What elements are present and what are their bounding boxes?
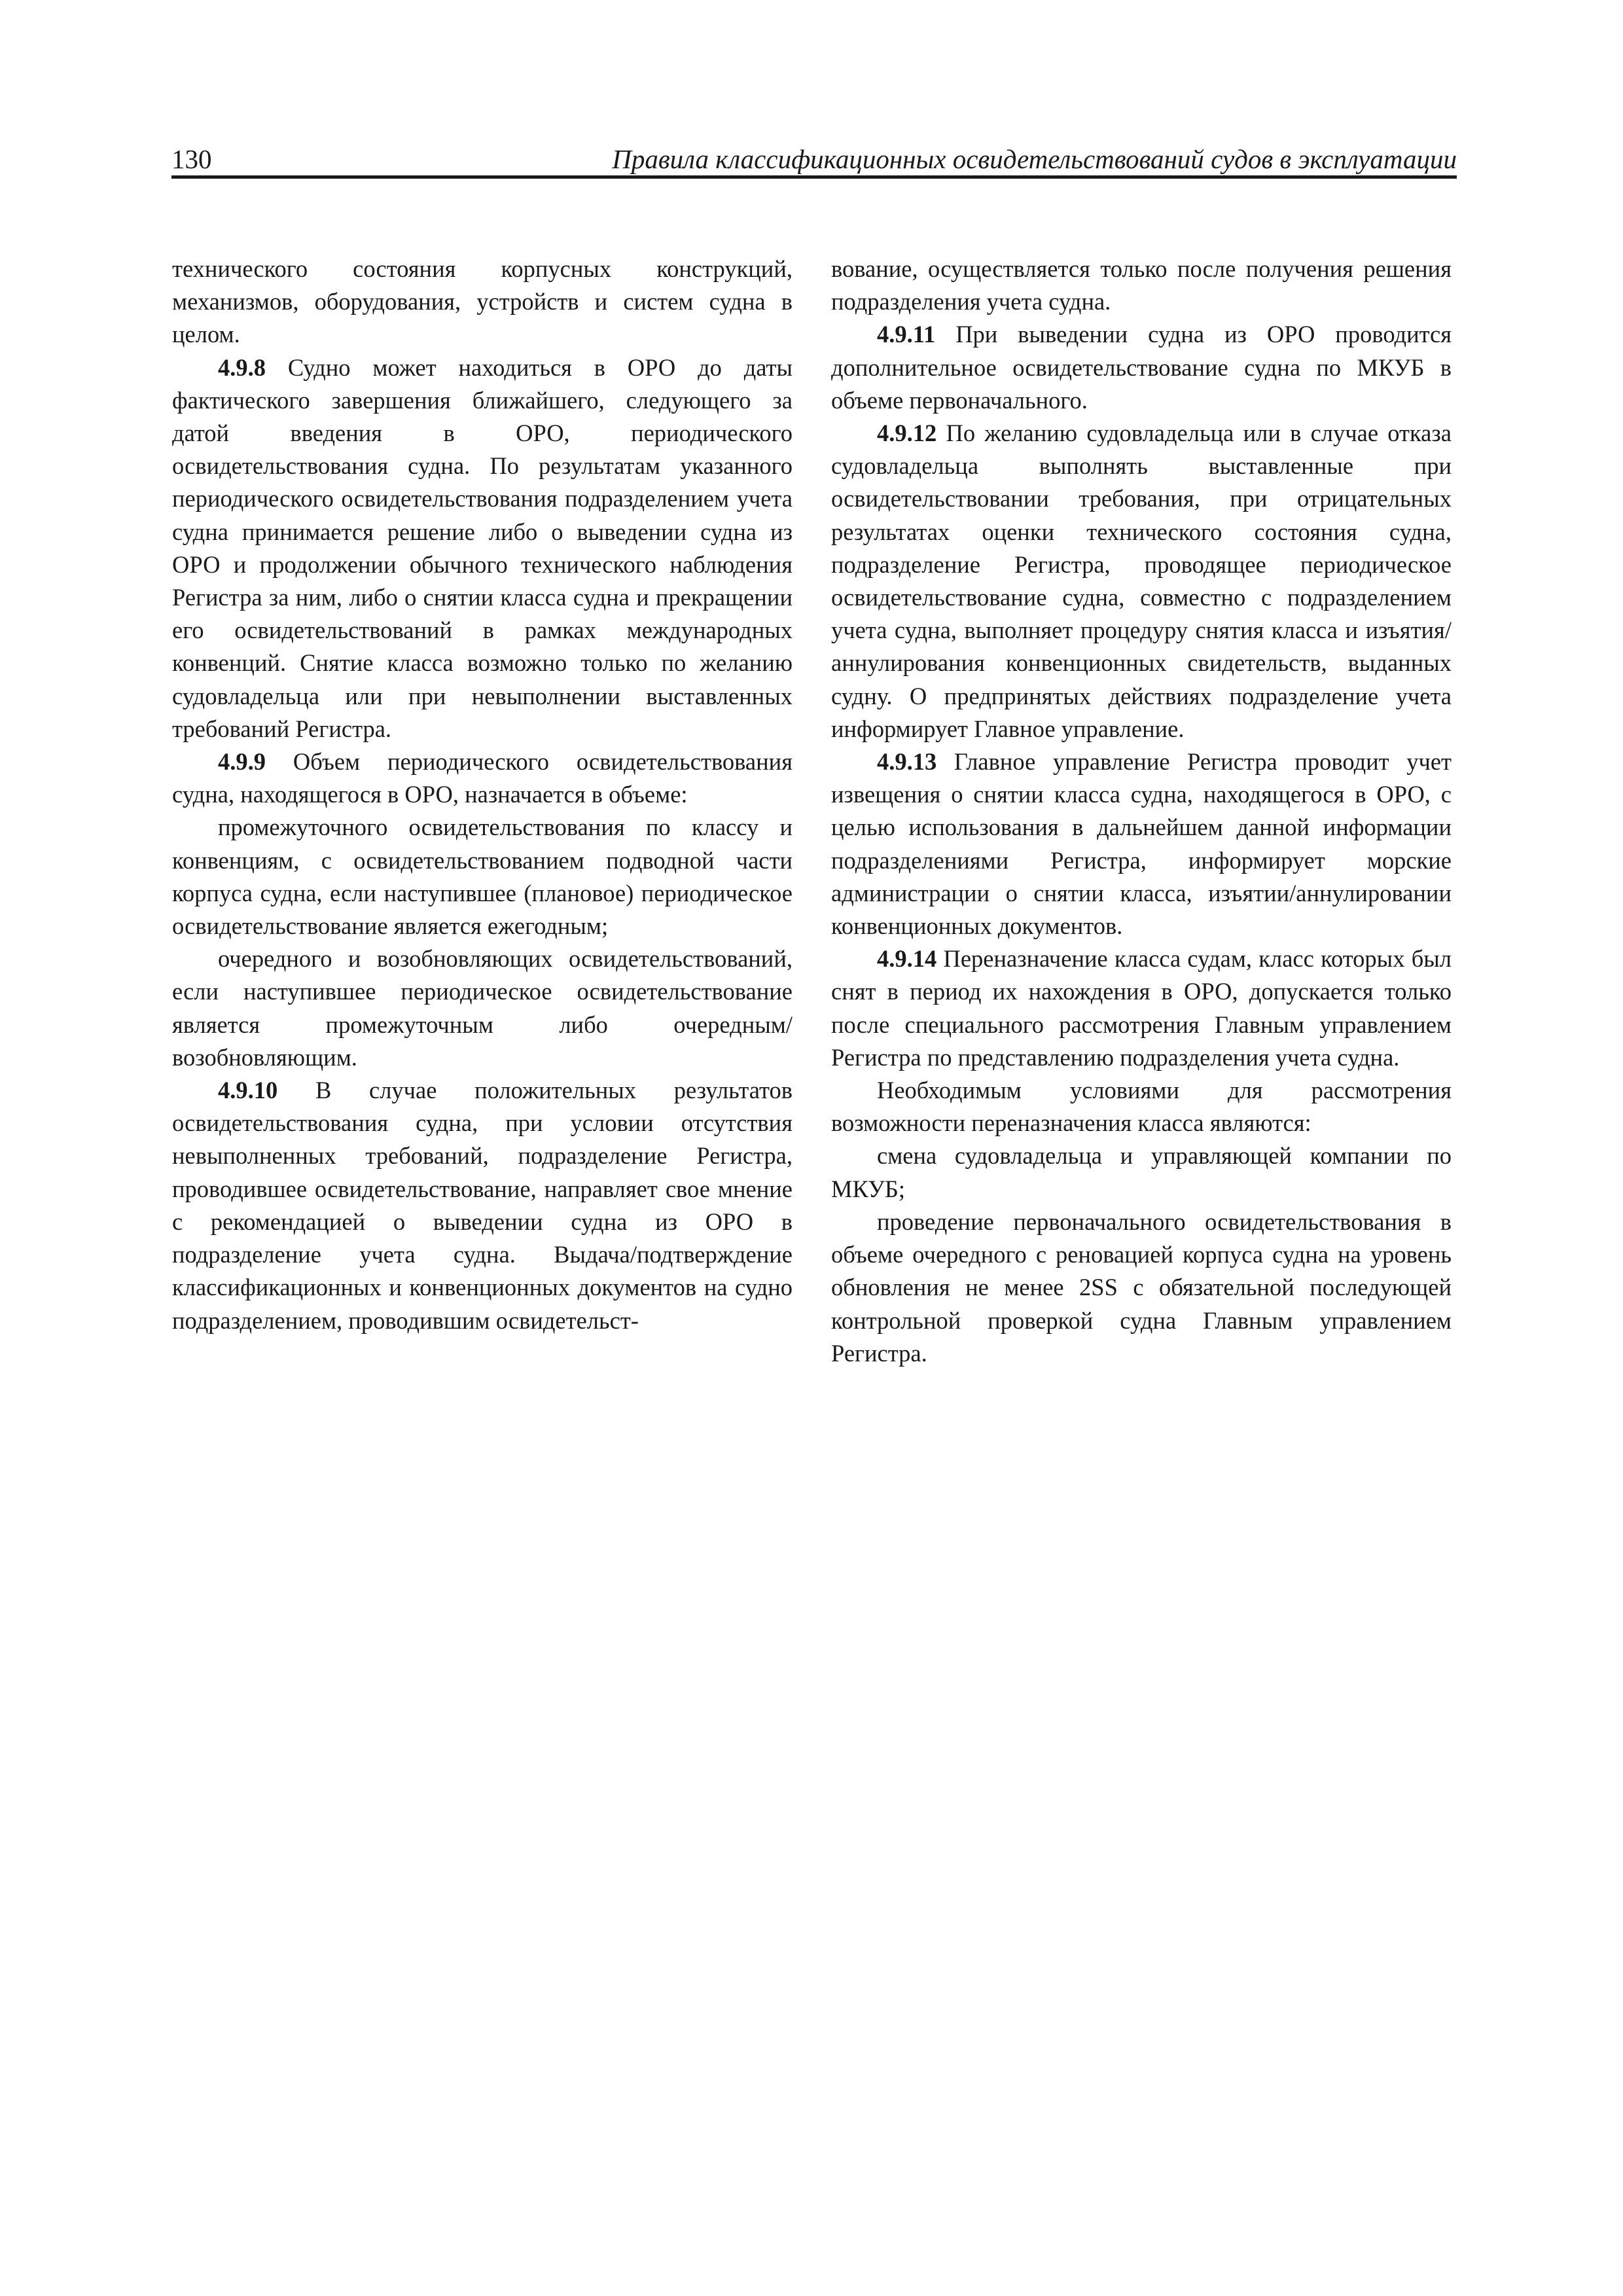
list-item [172,811,793,942]
paragraph-number: 4.9.9 [218,748,266,776]
paragraph-text: Объем периодического освидетельствования судна, находящегося в ОРО, назначается в объеме: [172,748,793,808]
page-number: 130 [171,144,212,174]
paragraph-4-9-14 [831,942,1452,1074]
list-item [831,1139,1452,1205]
paragraph-continuation [831,253,1452,318]
paragraph-conditions [831,1074,1452,1139]
list-item [172,942,793,1074]
header-rule [171,175,1457,179]
paragraph-number: 4.9.10 [218,1077,278,1104]
paragraph-number: 4.9.12 [877,420,937,447]
paragraph-text: промежуточного освидетельствования по классу и конвенциям, с освидетельствованием подводной части корпуса судна, если наступившее (плановое) периодическое освидетельствование является ежегодным; [172,814,793,940]
paragraph-text: очередного и возобновляющих освидетельствований, если наступившее периодическое освидетельствование является промежуточным либо очередным/возобновляющим. [172,945,793,1071]
paragraph-text: По желанию судовладельца или в случае отказа судовладельца выполнять выставленные при освидетельствовании требования, при отрицательных результатах оценки технического состояния судна, подразделение Регистра, проводящее периодическое освидетельствование судна, совместно с подразделением учета судна, выполняет процедуру снятия класса и изъятия/аннулирования конвенционных свидетельств, выданных судну. О предпринятых действиях подразделение учета информирует Главное управление. [831,420,1452,742]
paragraph-text: При выведении судна из ОРО проводится дополнительное освидетельствование судна по МКУБ в объеме первоначального. [831,321,1452,414]
paragraph-4-9-9 [172,745,793,811]
list-item [831,1206,1452,1370]
paragraph-text: В случае положительных результатов освидетельствования судна, при условии отсутствия невыполненных требований, подразделение Регистра, проводившее освидетельствование, направляет свое мнение с рекомендацией о выведении судна из ОРО в подразделение учета судна. Выдача/подтверждение классификационных и конвенционных документов на судно подразделением, проводившим освидетельст- [172,1077,793,1334]
page-header [171,137,1457,178]
paragraph-number: 4.9.8 [218,353,266,381]
paragraph-continuation [172,253,793,351]
paragraph-4-9-11 [831,318,1452,417]
paragraph-number: 4.9.14 [877,945,937,973]
paragraph-text: технического состояния корпусных конструкций, механизмов, оборудования, устройств и систем судна в целом. [172,255,793,348]
paragraph-number: 4.9.11 [877,321,936,348]
paragraph-4-9-10 [172,1074,793,1337]
paragraph-text: проведение первоначального освидетельствования в объеме очередного с реновацией корпуса судна на уровень обновления не менее 2SS с обязательной последующей контрольной проверкой судна Главным управлением Регистра. [831,1208,1452,1367]
running-title: Правила классификационных освидетельствований судов в эксплуатации [612,144,1457,174]
paragraph-text: смена судовладельца и управляющей компании по МКУБ; [831,1142,1452,1202]
left-column [172,253,793,1337]
paragraph-4-9-12 [831,417,1452,745]
paragraph-text: вование, осуществляется только после получения решения подразделения учета судна. [831,255,1452,315]
right-column [831,253,1452,1370]
paragraph-text: Переназначение класса судам, класс которых был снят в период их нахождения в ОРО, допускается только после специального рассмотрения Главным управлением Регистра по представлению подразделения учета судна. [831,945,1452,1071]
paragraph-text: Судно может находиться в ОРО до даты фактического завершения ближайшего, следующего за датой введения в ОРО, периодического освидетельствования судна. По результатам указанного периодического освидетельствования подразделением учета судна принимается решение либо о выведении судна из ОРО и продолжении обычного технического наблюдения Регистра за ним, либо о снятии класса судна и прекращении его освидетельствований в рамках международных конвенций. Снятие класса возможно только по желанию судовладельца или при невыполнении выставленных требований Регистра. [172,353,793,742]
paragraph-text: Главное управление Регистра проводит учет извещения о снятии класса судна, находящегося в ОРО, с целью использования в дальнейшем данной информации подразделениями Регистра, информирует морские администрации о снятии класса, изъятии/аннулировании конвенционных документов. [831,748,1452,940]
paragraph-4-9-13 [831,745,1452,942]
paragraph-4-9-8 [172,351,793,745]
paragraph-text: Необходимым условиями для рассмотрения возможности переназначения класса являются: [831,1077,1452,1137]
paragraph-number: 4.9.13 [877,748,937,776]
